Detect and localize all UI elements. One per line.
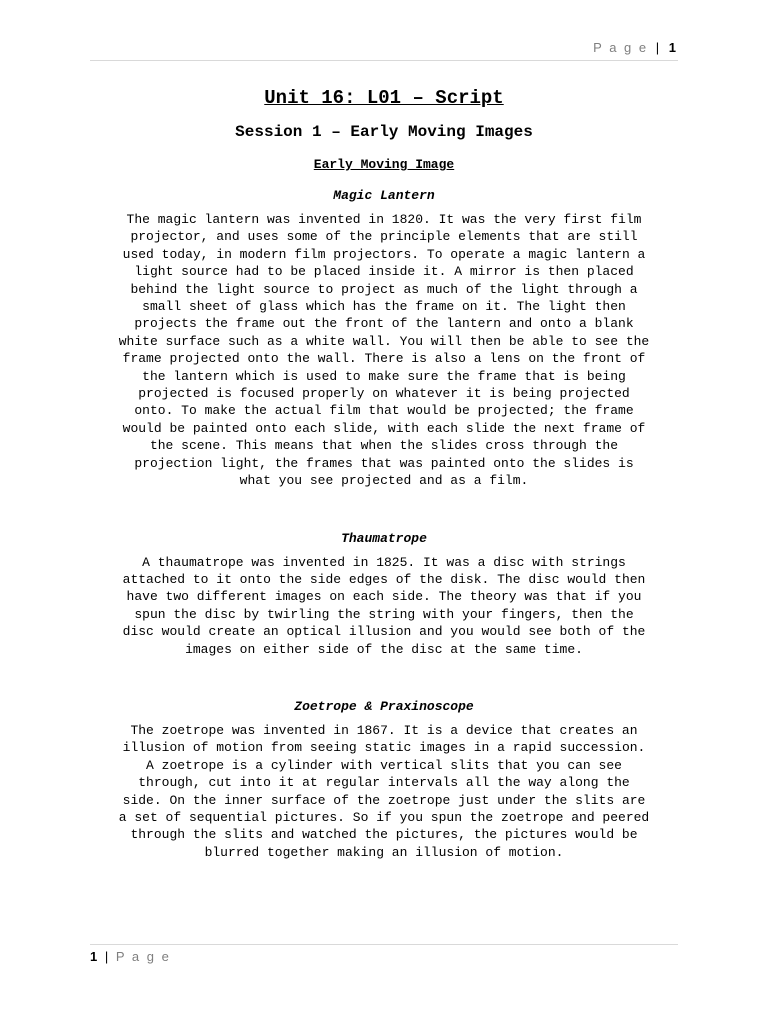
document-title: Unit 16: L01 – Script <box>264 87 504 109</box>
section-heading: Early Moving Image <box>313 157 455 172</box>
header-page-number: 1 <box>668 40 678 55</box>
text-line: the scene. This means that when the slides cross through the <box>149 438 619 454</box>
text-line: disc would create an optical illusion and you would see both of the <box>122 624 646 640</box>
text-line: The magic lantern was invented in 1820. It was the very first film <box>126 212 642 227</box>
text-line: used today, in modern film projectors. To operate a magic lantern a <box>122 246 646 262</box>
header-page-word: P a g e <box>593 40 649 55</box>
text-line: projector, and uses some of the principle elements that are still <box>130 229 638 245</box>
session-title: Session 1 – Early Moving Images <box>235 123 533 141</box>
magic-lantern-heading: Magic Lantern <box>333 188 435 203</box>
text-line: frame projected onto the wall. There is also a lens on the front of <box>122 351 646 367</box>
magic-lantern-paragraph <box>90 211 678 490</box>
text-line: through the slits and watched the pictures, the pictures would be <box>130 827 638 843</box>
text-line: blurred together making an illusion of motion. <box>204 844 564 860</box>
text-line: projects the frame out the front of the lantern and onto a blank <box>134 316 634 332</box>
text-line: white surface such as a white wall. You will then be able to see the <box>118 333 650 349</box>
text-line: side. On the inner surface of the zoetrope just under the slits are <box>122 792 646 808</box>
text-line: projected is focused properly on whatever it is being projected <box>138 386 630 402</box>
text-line: a set of sequential pictures. So if you spun the zoetrope and peered <box>118 809 650 825</box>
text-line: A zoetrope is a cylinder with vertical slits that you can see <box>146 757 622 773</box>
text-line: images on either side of the disc at the same time. <box>185 641 583 657</box>
footer-page-word: P a g e <box>115 949 171 964</box>
text-line: The zoetrope was invented in 1867. It is a device that creates an <box>130 722 638 738</box>
thaumatrope-paragraph <box>90 554 678 658</box>
thaumatrope-heading: Thaumatrope <box>341 530 427 546</box>
document-body <box>90 86 678 861</box>
text-line: illusion of motion from seeing static images in a rapid succession. <box>122 740 646 756</box>
footer-separator: | <box>104 949 111 964</box>
text-line: the lantern which is used to make sure the frame that is being <box>142 368 626 384</box>
text-line: what you see projected and as a film. <box>239 473 529 489</box>
text-line: through, cut into it at regular intervals all the way along the <box>138 775 630 791</box>
zoetrope-paragraph <box>90 722 678 861</box>
header-separator: | <box>655 40 662 55</box>
text-line: onto. To make the actual film that would be projected; the frame <box>134 403 634 419</box>
zoetrope-heading: Zoetrope & Praxinoscope <box>294 698 474 714</box>
text-line: spun the disc by twirling the string with your fingers, then the <box>134 606 634 622</box>
text-line: attached to it onto the side edges of the disk. The disc would then <box>122 571 646 587</box>
text-line: would be painted onto each slide, with each slide the next frame of <box>122 420 646 436</box>
footer-page-number: 1 <box>90 949 100 964</box>
text-line: behind the light source to project as much of the light through a <box>130 281 638 297</box>
text-line: have two different images on each side. The theory was that if you <box>126 589 642 605</box>
text-line: light source had to be placed inside it. A mirror is then placed <box>134 264 634 280</box>
text-line: A thaumatrope was invented in 1825. It was a disc with strings <box>142 554 626 570</box>
page-footer <box>90 944 678 964</box>
text-line: small sheet of glass which has the frame on it. The light then <box>142 299 626 315</box>
text-line: projection light, the frames that was painted onto the slides is <box>134 455 634 471</box>
page-header <box>90 40 678 61</box>
